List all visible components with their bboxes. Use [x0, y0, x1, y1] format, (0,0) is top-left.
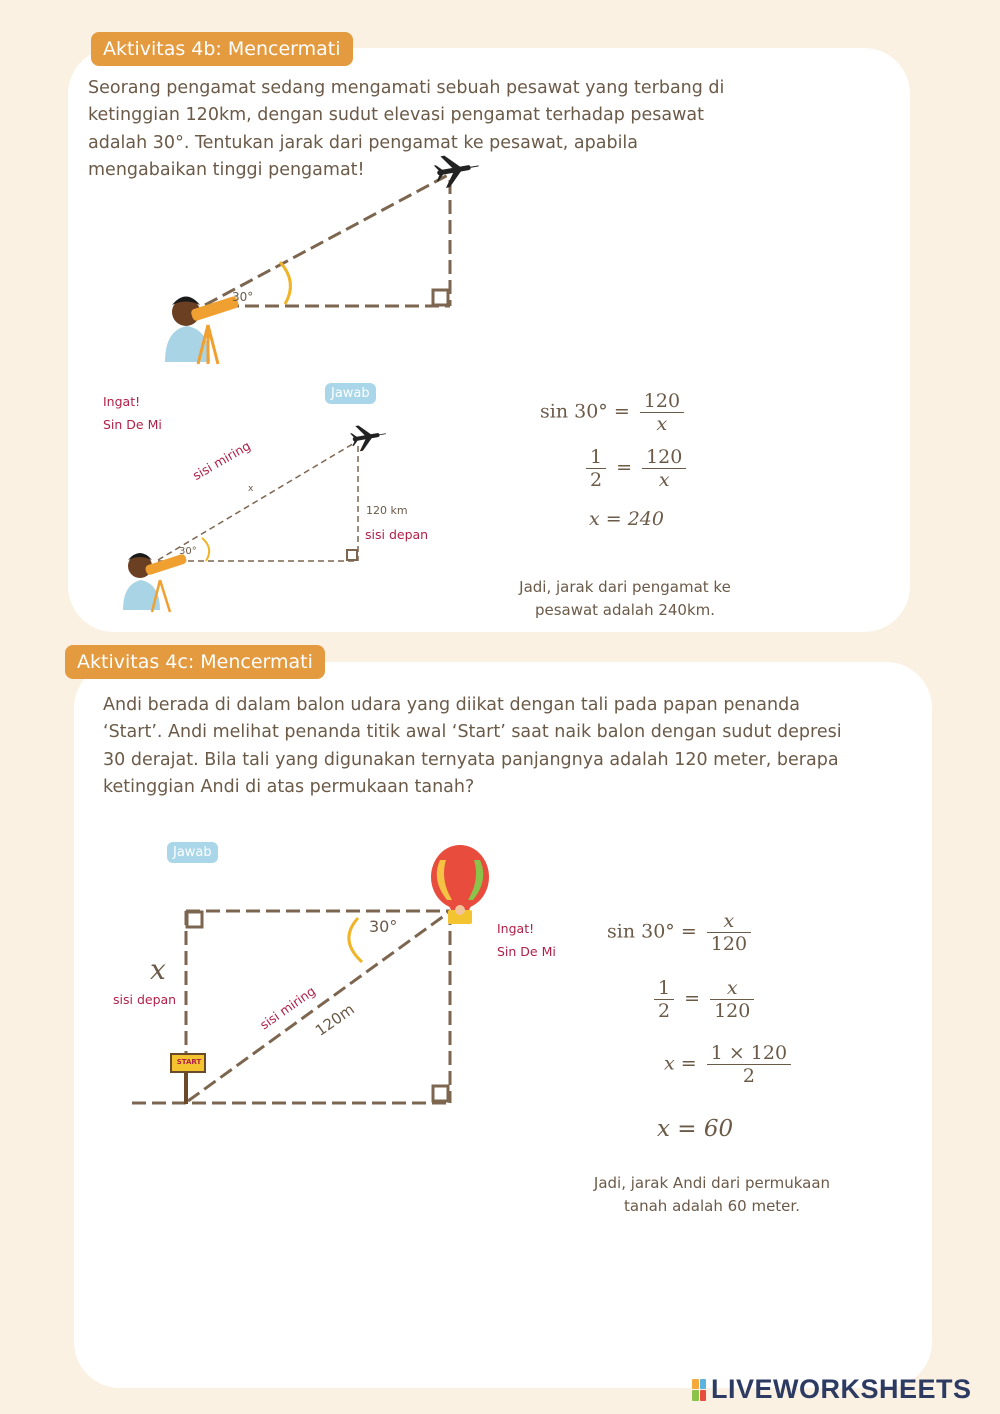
- logo-icon: [692, 1379, 706, 1401]
- angle-label: 30°: [369, 917, 398, 936]
- activity-4c-conclusion: [560, 1172, 864, 1218]
- numerator: x: [723, 910, 735, 932]
- rope-line: [188, 913, 448, 1101]
- denominator: 2: [586, 468, 606, 491]
- numerator: 1 × 120: [710, 1042, 788, 1064]
- angle-arc: [349, 918, 362, 962]
- logo-text: LIVEWORKSHEETS: [711, 1374, 972, 1404]
- problem-line: ketinggian 120km, dengan sudut elevasi pengamat terhadap pesawat: [88, 105, 705, 126]
- opposite-label: sisi depan: [365, 527, 429, 542]
- start-sign-label: START: [176, 1058, 202, 1066]
- equation-line-2: $\frac{1}{2}$ = $\frac{120}{x}$: [582, 446, 690, 491]
- fraction: [707, 1042, 791, 1087]
- conclusion-line: Jadi, jarak Andi dari permukaan: [593, 1174, 831, 1192]
- jawab-badge: Jawab: [325, 383, 376, 404]
- equation-line-2: $\frac{1}{2}$ = $\frac{x}{120}$: [650, 977, 758, 1022]
- denominator: 120: [710, 999, 754, 1022]
- reminder-text: Sin De Mi: [103, 417, 162, 432]
- fraction: [707, 910, 751, 955]
- equation-line-4: x = 60: [657, 1116, 734, 1142]
- numerator: x: [726, 977, 738, 999]
- denominator: x: [640, 412, 684, 435]
- opposite-label: sisi depan: [113, 992, 177, 1007]
- angle-label: 30°: [232, 290, 254, 304]
- problem-line: Andi berada di dalam balon udara yang diikat dengan tali pada papan penanda: [103, 695, 800, 715]
- problem-line: adalah 30°. Tentukan jarak dari pengamat ke pesawat, apabila: [88, 132, 639, 153]
- conclusion-line: pesawat adalah 240km.: [534, 601, 716, 619]
- equation-line-1: sin 30° = $\frac{x}{120}$: [607, 910, 755, 955]
- problem-line: ‘Start’. Andi melihat penanda titik awal ‘Start’ saat naik balon dengan sudut depresi: [103, 722, 842, 743]
- denominator: 2: [707, 1064, 791, 1087]
- jawab-badge: Jawab: [167, 842, 218, 863]
- reminder-title: Ingat!: [103, 394, 141, 409]
- denominator: x: [642, 468, 686, 491]
- eq-left: sin 30°: [540, 400, 608, 423]
- liveworksheets-logo: [692, 1374, 972, 1405]
- right-angle-marker: [187, 912, 202, 927]
- problem-line: Seorang pengamat sedang mengamati sebuah pesawat yang terbang di: [88, 78, 725, 98]
- numerator: 120: [643, 390, 681, 412]
- problem-line: mengabaikan tinggi pengamat!: [88, 159, 365, 180]
- conclusion-line: Jadi, jarak dari pengamat ke: [519, 578, 731, 596]
- problem-line: ketinggian Andi di atas permukaan tanah?: [103, 776, 475, 797]
- reminder-title: Ingat!: [497, 921, 535, 936]
- problem-line: 30 derajat. Bila tali yang digunakan ternyata panjangnya adalah 120 meter, berapa: [103, 749, 839, 770]
- equation-line-3: x = 240: [589, 508, 664, 530]
- numerator: 1: [658, 977, 671, 999]
- length-label: 120m: [312, 1000, 358, 1040]
- eq-left: x: [664, 1052, 675, 1075]
- denominator: 120: [707, 932, 751, 955]
- height-label: 120 km: [366, 504, 408, 517]
- numerator: 120: [646, 446, 683, 468]
- reminder-text: Sin De Mi: [497, 944, 556, 959]
- denominator: 2: [654, 999, 674, 1022]
- activity-4c-title: Aktivitas 4c: Mencermati: [65, 645, 325, 679]
- x-label: x: [150, 953, 166, 986]
- fraction: [654, 977, 674, 1022]
- fraction: [710, 977, 754, 1022]
- activity-4b-title: Aktivitas 4b: Mencermati: [91, 32, 353, 66]
- angle-label: 30°: [179, 546, 197, 557]
- hypotenuse-label: sisi miring: [190, 437, 253, 483]
- equation-line-1: sin 30° = $\frac{120}{x}$: [540, 390, 688, 435]
- conclusion-line: tanah adalah 60 meter.: [624, 1197, 800, 1215]
- equation-line-3: x = $\frac{1 \times 120}{2}$: [664, 1042, 795, 1087]
- numerator: 1: [590, 446, 603, 468]
- right-angle-marker: [433, 1086, 448, 1101]
- hypotenuse-label: sisi miring: [257, 983, 319, 1033]
- x-label: x: [248, 484, 254, 494]
- eq-left: sin 30°: [607, 920, 675, 943]
